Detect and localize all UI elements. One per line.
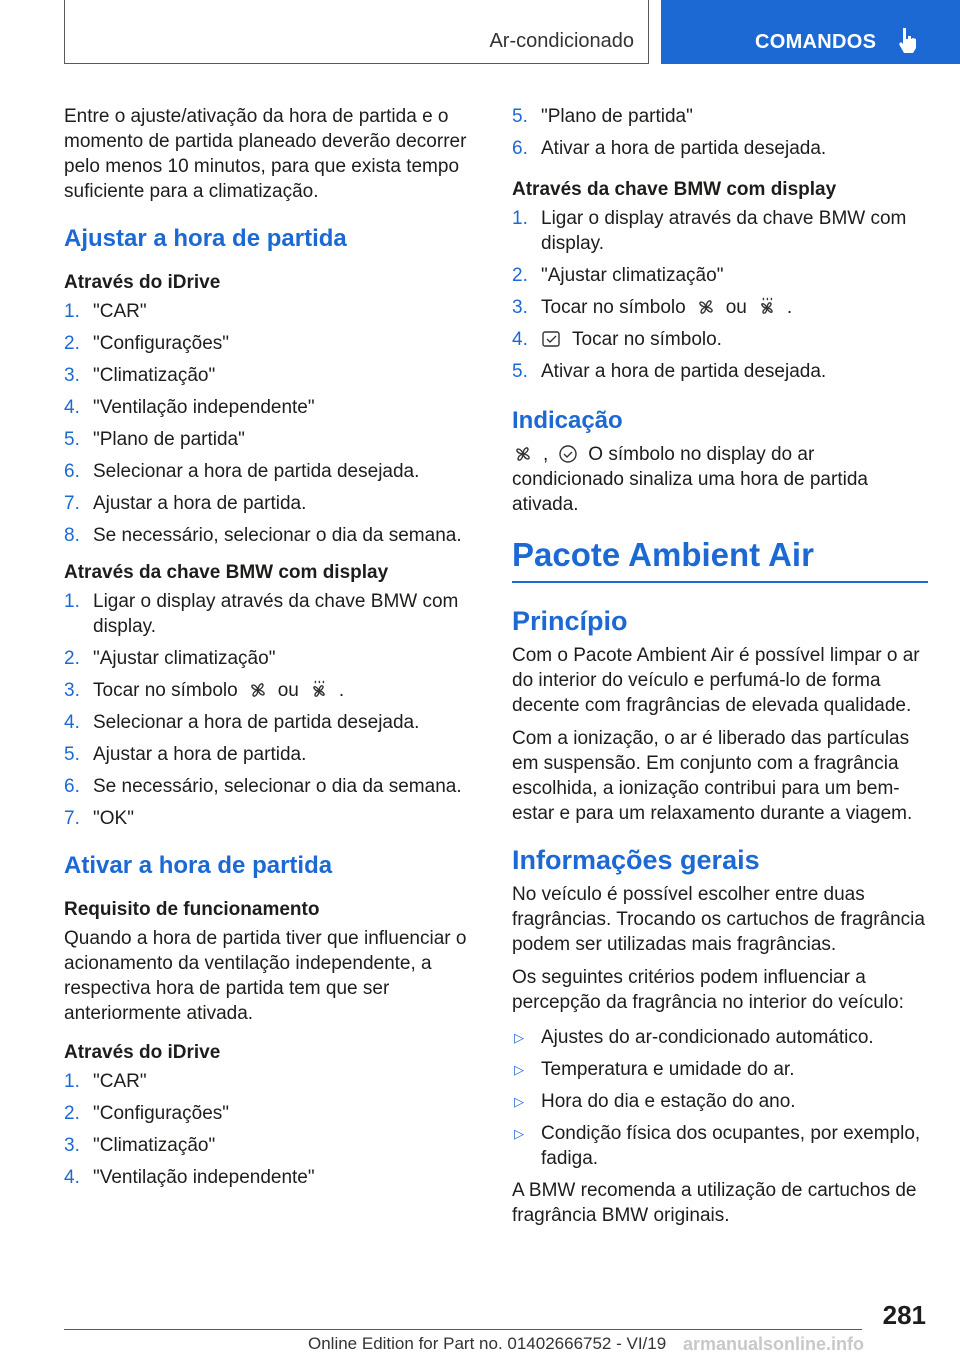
list-item: ▷ Ajustes do ar-condicionado automático. <box>514 1027 874 1048</box>
info-paragraph-2: Os seguintes critérios podem influenciar a percepção da fragrância no interior do veículo: <box>512 967 904 1013</box>
criteria-list <box>512 1025 928 1171</box>
list-item: ▷ Temperatura e umidade do ar. <box>514 1059 795 1080</box>
closing-paragraph: A BMW recomenda a utilização de cartuchos de fragrância BMW originais. <box>512 1180 917 1226</box>
info-paragraph-1: No veículo é possível escolher entre duas fragrâncias. Trocando os cartuchos de fragrância podem ser utilizadas mais fragrâncias. <box>512 884 925 955</box>
timer-check-icon <box>541 329 563 349</box>
header-section-box <box>64 0 649 64</box>
list-item: 3. Tocar no símbolo ou . <box>64 680 345 701</box>
list-item: 2. "Configurações" <box>64 333 230 354</box>
principio-paragraph-2: Com a ionização, o ar é liberado das partículas em suspensão. Em conjunto com a fragrância escolhida, a ionização contribui para um bem-estar e para um relaxamento durante a viagem. <box>512 728 913 824</box>
list-item: 4. "Ventilação independente" <box>64 397 315 418</box>
subheading-chave-2: Através da chave BMW com display <box>512 179 837 200</box>
list-item: ▷ Hora do dia e estação do ano. <box>514 1091 796 1112</box>
chapter-tab-label: COMANDOS <box>755 31 877 53</box>
clock-check-icon <box>557 444 579 464</box>
list-item: 8. Se necessário, selecionar o dia da semana. <box>64 525 462 546</box>
section-title: Ar-condicionado <box>489 30 634 52</box>
subheading-requisito: Requisito de funcionamento <box>64 899 320 920</box>
list-item: 7. "OK" <box>64 808 134 829</box>
list-item: 5. "Plano de partida" <box>64 429 245 450</box>
footer-edition: Online Edition for Part no. 01402666752 - VI/19 <box>308 1334 667 1353</box>
heading-principio: Princípio <box>512 606 628 636</box>
fan-heat-icon <box>308 680 330 700</box>
list-item: 5. "Plano de partida" <box>512 106 693 127</box>
heading-ativar-hora: Ativar a hora de partida <box>64 852 333 879</box>
idrive-steps-list <box>64 299 480 548</box>
heading-informacoes-gerais: Informações gerais <box>512 845 760 875</box>
list-item: 6. Selecionar a hora de partida desejada. <box>64 461 420 482</box>
subheading-idrive: Através do iDrive <box>64 272 221 293</box>
fan-heat-icon <box>756 297 778 317</box>
list-item: 1. Ligar o display através da chave BMW com display. <box>512 208 907 254</box>
list-item: 2. "Configurações" <box>64 1103 230 1124</box>
hand-pointer-icon <box>896 26 920 54</box>
list-item: 1. Ligar o display através da chave BMW com display. <box>64 591 459 637</box>
list-item: 4. "Ventilação independente" <box>64 1167 315 1188</box>
chave-steps-list <box>64 589 480 831</box>
list-item: 1. "CAR" <box>64 301 147 322</box>
left-column <box>64 104 480 1202</box>
list-item: 3. "Climatização" <box>64 365 216 386</box>
footer-divider <box>64 1329 862 1330</box>
principio-paragraph-1: Com o Pacote Ambient Air é possível limpar o ar do interior do veículo e perfumá-lo de forma decente com fragrâncias de elevada qualidade. <box>512 645 920 716</box>
subheading-idrive-2: Através do iDrive <box>64 1042 221 1063</box>
chapter-tab <box>661 0 960 64</box>
list-item: 4. Selecionar a hora de partida desejada. <box>64 712 420 733</box>
list-item: 2. "Ajustar climatização" <box>512 265 724 286</box>
right-column <box>512 104 928 1236</box>
list-item: 6. Ativar a hora de partida desejada. <box>512 138 827 159</box>
list-item: 4. Tocar no símbolo. <box>512 329 722 350</box>
fan-icon <box>512 444 534 464</box>
list-item: ▷ Condição física dos ocupantes, por exemplo, fadiga. <box>514 1123 921 1169</box>
indicacao-paragraph: , O símbolo no display do ar condicionado sinaliza uma hora de partida ativada. <box>512 444 868 515</box>
subheading-chave: Através da chave BMW com display <box>64 562 389 583</box>
fan-icon <box>247 680 269 700</box>
heading-indicacao: Indicação <box>512 407 623 434</box>
intro-paragraph: Entre o ajuste/ativação da hora de partida e o momento de partida planeado deverão decorrer pelo menos 10 minutos, para que exista tempo suficiente para a climatização. <box>64 106 467 202</box>
list-item: 5. Ativar a hora de partida desejada. <box>512 361 827 382</box>
list-item: 1. "CAR" <box>64 1071 147 1092</box>
watermark-site: armanualsonline.info <box>683 1334 865 1354</box>
idrive2-steps-continued <box>512 104 928 161</box>
list-item: 6. Se necessário, selecionar o dia da semana. <box>64 776 462 797</box>
list-item: 5. Ajustar a hora de partida. <box>64 744 307 765</box>
list-item: 7. Ajustar a hora de partida. <box>64 493 307 514</box>
heading-ajustar-hora: Ajustar a hora de partida <box>64 225 347 252</box>
requisito-paragraph: Quando a hora de partida tiver que influenciar o acionamento da ventilação independente, a respectiva hora de partida tem que ser anteriormente ativada. <box>64 928 467 1024</box>
list-item: 2. "Ajustar climatização" <box>64 648 276 669</box>
list-item: 3. "Climatização" <box>64 1135 216 1156</box>
chave2-steps-list <box>512 206 928 384</box>
page-number: 281 <box>882 1300 926 1330</box>
idrive2-steps-list <box>64 1069 480 1190</box>
heading-pacote-ambient-air: Pacote Ambient Air <box>512 535 928 583</box>
fan-icon <box>695 297 717 317</box>
list-item: 3. Tocar no símbolo ou . <box>512 297 793 318</box>
